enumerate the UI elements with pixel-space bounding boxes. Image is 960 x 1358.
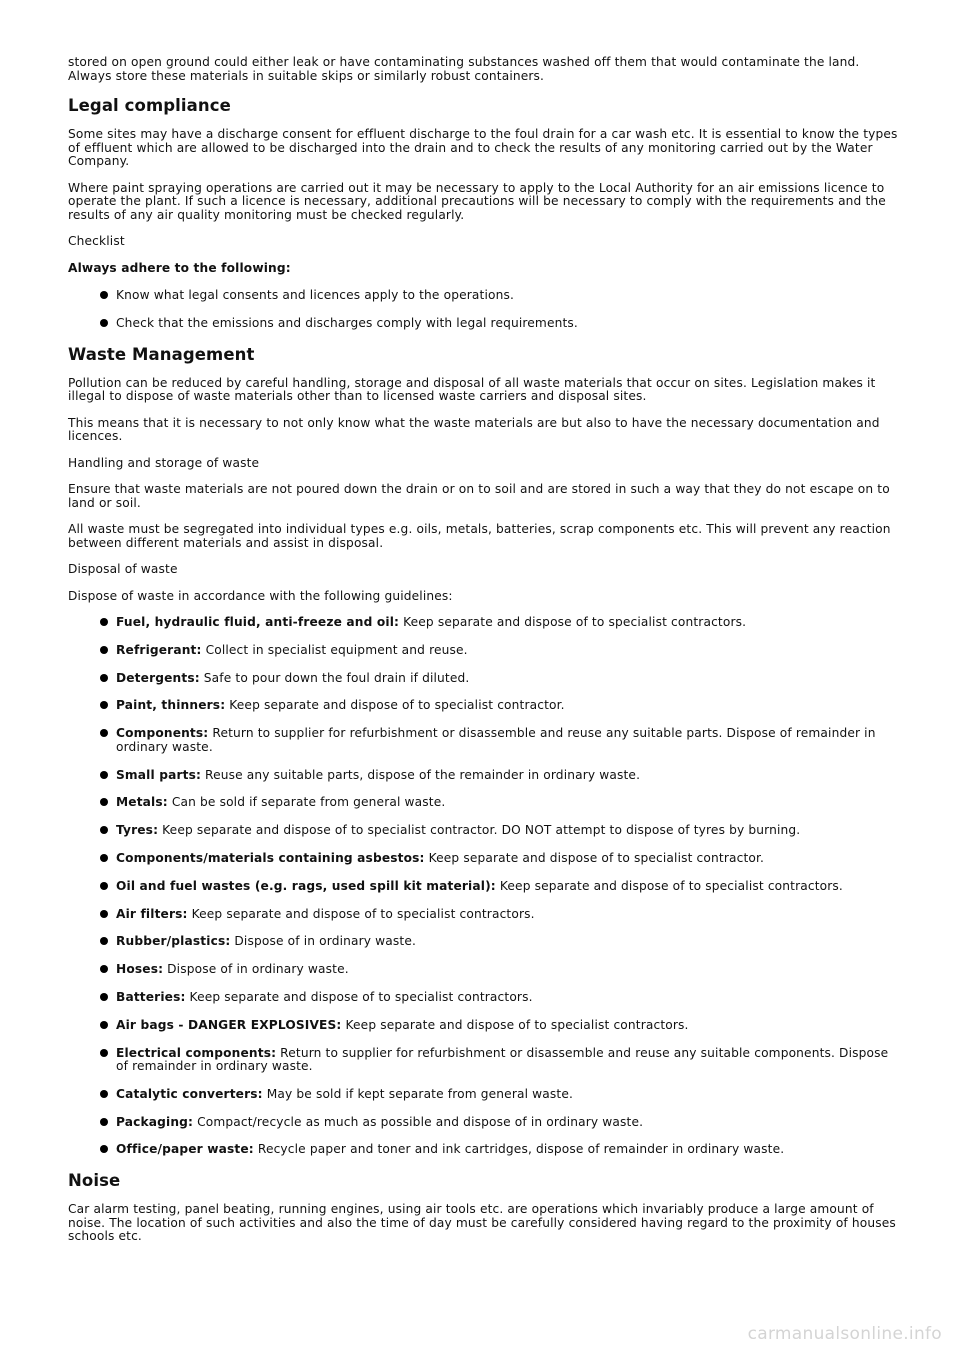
list-item-text: Keep separate and dispose of to specialist contractor.	[225, 698, 565, 713]
legal-paragraph-1: Some sites may have a discharge consent for effluent discharge to the foul drain for a car wash etc. It is essential to know the types of effluent which are allowed to be discharged into the drain and to check the results of any monitoring carried out by the Water Company.	[68, 127, 898, 168]
list-item-text: Dispose of in ordinary waste.	[230, 934, 416, 949]
list-item	[68, 1047, 898, 1074]
list-item-label: Paint, thinners:	[116, 698, 226, 713]
list-item-label: Tyres:	[116, 823, 159, 838]
list-item	[68, 824, 898, 838]
legal-compliance-heading: Legal compliance	[68, 96, 231, 115]
bullet-icon	[100, 854, 108, 862]
list-item-text: Collect in specialist equipment and reuse.	[201, 642, 468, 657]
bullet-icon	[100, 910, 108, 918]
waste-paragraph-1: Pollution can be reduced by careful handling, storage and disposal of all waste materials that occur on sites. Legislation makes it illegal to dispose of waste materials other than to licensed waste carriers and disposal sites.	[68, 375, 876, 404]
list-item	[68, 1143, 898, 1157]
bullet-icon	[100, 1090, 108, 1098]
list-item-text: Dispose of in ordinary waste.	[163, 962, 349, 977]
list-item-label: Catalytic converters:	[116, 1086, 263, 1101]
list-item-label: Air bags - DANGER EXPLOSIVES:	[116, 1017, 342, 1032]
document-page	[68, 56, 898, 1257]
watermark: carmanualsonline.info	[747, 1324, 942, 1344]
bullet-icon	[100, 291, 108, 299]
list-item-text: Recycle paper and toner and ink cartridges, dispose of remainder in ordinary waste.	[253, 1142, 785, 1157]
waste-paragraph-7: Dispose of waste in accordance with the following guidelines:	[68, 588, 453, 603]
list-item-label: Batteries:	[116, 989, 186, 1004]
bullet-icon	[100, 993, 108, 1001]
bullet-icon	[100, 646, 108, 654]
waste-subheading-handling: Handling and storage of waste	[68, 455, 260, 470]
list-item	[68, 963, 898, 977]
list-item	[68, 727, 898, 754]
waste-subheading-disposal: Disposal of waste	[68, 562, 178, 577]
list-item-label: Rubber/plastics:	[116, 934, 231, 949]
list-item-text: Compact/recycle as much as possible and dispose of in ordinary waste.	[193, 1114, 644, 1129]
list-item-text: Keep separate and dispose of to specialist contractors.	[495, 878, 843, 893]
checklist-lead: Always adhere to the following:	[68, 260, 291, 275]
list-item	[68, 880, 898, 894]
list-item-text: Reuse any suitable parts, dispose of the remainder in ordinary waste.	[201, 767, 641, 782]
list-item-text: Keep separate and dispose of to specialist contractor.	[424, 850, 765, 865]
bullet-icon	[100, 319, 108, 327]
bullet-icon	[100, 729, 108, 737]
list-item	[68, 991, 898, 1005]
noise-paragraph: Car alarm testing, panel beating, running engines, using air tools etc. are operations which invariably produce a large amount of noise. The location of such activities and also the time of day must be carefully considered having regard to the proximity of houses schools etc.	[68, 1202, 896, 1244]
bullet-icon	[100, 771, 108, 779]
list-item-text: Check that the emissions and discharges comply with legal requirements.	[116, 315, 578, 330]
list-item-text: Keep separate and dispose of to specialist contractor. DO NOT attempt to dispose of tyres by burning.	[158, 823, 801, 838]
list-item-text: Keep separate and dispose of to specialist contractors.	[399, 615, 747, 630]
list-item	[68, 1019, 898, 1033]
list-item-text: Return to supplier for refurbishment or disassemble and reuse any suitable parts. Dispose of remainder in ordinary waste.	[116, 726, 876, 754]
list-item-label: Refrigerant:	[116, 642, 202, 657]
bullet-icon	[100, 937, 108, 945]
checklist-label: Checklist	[68, 234, 125, 248]
list-item	[68, 796, 898, 810]
legal-paragraph-2: Where paint spraying operations are carried out it may be necessary to apply to the Local Authority for an air emissions licence to operate the plant. If such a licence is necessary, additional precautions will be necessary to comply with the requirements and the results of any air quality monitoring must be checked regularly.	[68, 180, 886, 222]
list-item-label: Electrical components:	[116, 1045, 277, 1060]
list-item	[68, 699, 898, 713]
list-item	[68, 908, 898, 922]
list-item-label: Packaging:	[116, 1114, 194, 1129]
list-item-label: Hoses:	[116, 962, 164, 977]
list-item-text: Safe to pour down the foul drain if diluted.	[199, 670, 470, 685]
list-item-text: Keep separate and dispose of to specialist contractors.	[185, 989, 533, 1004]
list-item-text: Can be sold if separate from general waste.	[167, 795, 446, 810]
bullet-icon	[100, 798, 108, 806]
bullet-icon	[100, 882, 108, 890]
list-item-label: Fuel, hydraulic fluid, anti-freeze and oil:	[116, 615, 400, 630]
bullet-icon	[100, 618, 108, 626]
list-item-label: Oil and fuel wastes (e.g. rags, used spill kit material):	[116, 878, 496, 893]
list-item	[68, 616, 898, 630]
bullet-icon	[100, 1118, 108, 1126]
list-item	[68, 644, 898, 658]
bullet-icon	[100, 826, 108, 834]
waste-management-heading: Waste Management	[68, 344, 255, 364]
bullet-icon	[100, 965, 108, 973]
list-item	[68, 852, 898, 866]
list-item-label: Components/materials containing asbestos:	[116, 850, 425, 865]
waste-paragraph-4: Ensure that waste materials are not poured down the drain or on to soil and are stored in such a way that they do not escape on to land or soil.	[68, 482, 890, 510]
waste-paragraph-2: This means that it is necessary to not only know what the waste materials are but also to have the necessary documentation and licences.	[68, 415, 880, 444]
list-item	[68, 1116, 898, 1130]
list-item-label: Components:	[116, 726, 209, 741]
list-item-label: Detergents:	[116, 670, 200, 685]
list-item-label: Small parts:	[116, 767, 202, 782]
bullet-icon	[100, 1049, 108, 1057]
list-item-text: Keep separate and dispose of to specialist contractors.	[341, 1017, 689, 1032]
list-item-label: Office/paper waste:	[116, 1142, 254, 1157]
list-item	[68, 935, 898, 949]
disposal-guidelines-list	[68, 616, 898, 1157]
legal-checklist	[68, 289, 898, 330]
list-item	[68, 317, 898, 331]
bullet-icon	[100, 1021, 108, 1029]
bullet-icon	[100, 674, 108, 682]
list-item	[68, 289, 898, 303]
noise-heading: Noise	[68, 1171, 121, 1191]
list-item-text: Keep separate and dispose of to specialist contractors.	[187, 906, 535, 921]
list-item-text: Return to supplier for refurbishment or disassemble and reuse any suitable components. Dispose of remainder in ordinary waste.	[116, 1045, 889, 1074]
list-item-label: Air filters:	[116, 906, 188, 921]
list-item-text: May be sold if kept separate from general waste.	[262, 1086, 574, 1101]
list-item	[68, 672, 898, 686]
list-item-label: Metals:	[116, 795, 168, 810]
list-item	[68, 769, 898, 783]
bullet-icon	[100, 1145, 108, 1153]
list-item	[68, 1088, 898, 1102]
list-item-text: Know what legal consents and licences apply to the operations.	[116, 288, 514, 302]
intro-paragraph: stored on open ground could either leak or have contaminating substances washed off them that would contaminate the land. Always store these materials in suitable skips or similarly robust containers.	[68, 55, 860, 83]
bullet-icon	[100, 701, 108, 709]
waste-paragraph-5: All waste must be segregated into individual types e.g. oils, metals, batteries, scrap components etc. This will prevent any reaction between different materials and assist in disposal.	[68, 522, 891, 550]
